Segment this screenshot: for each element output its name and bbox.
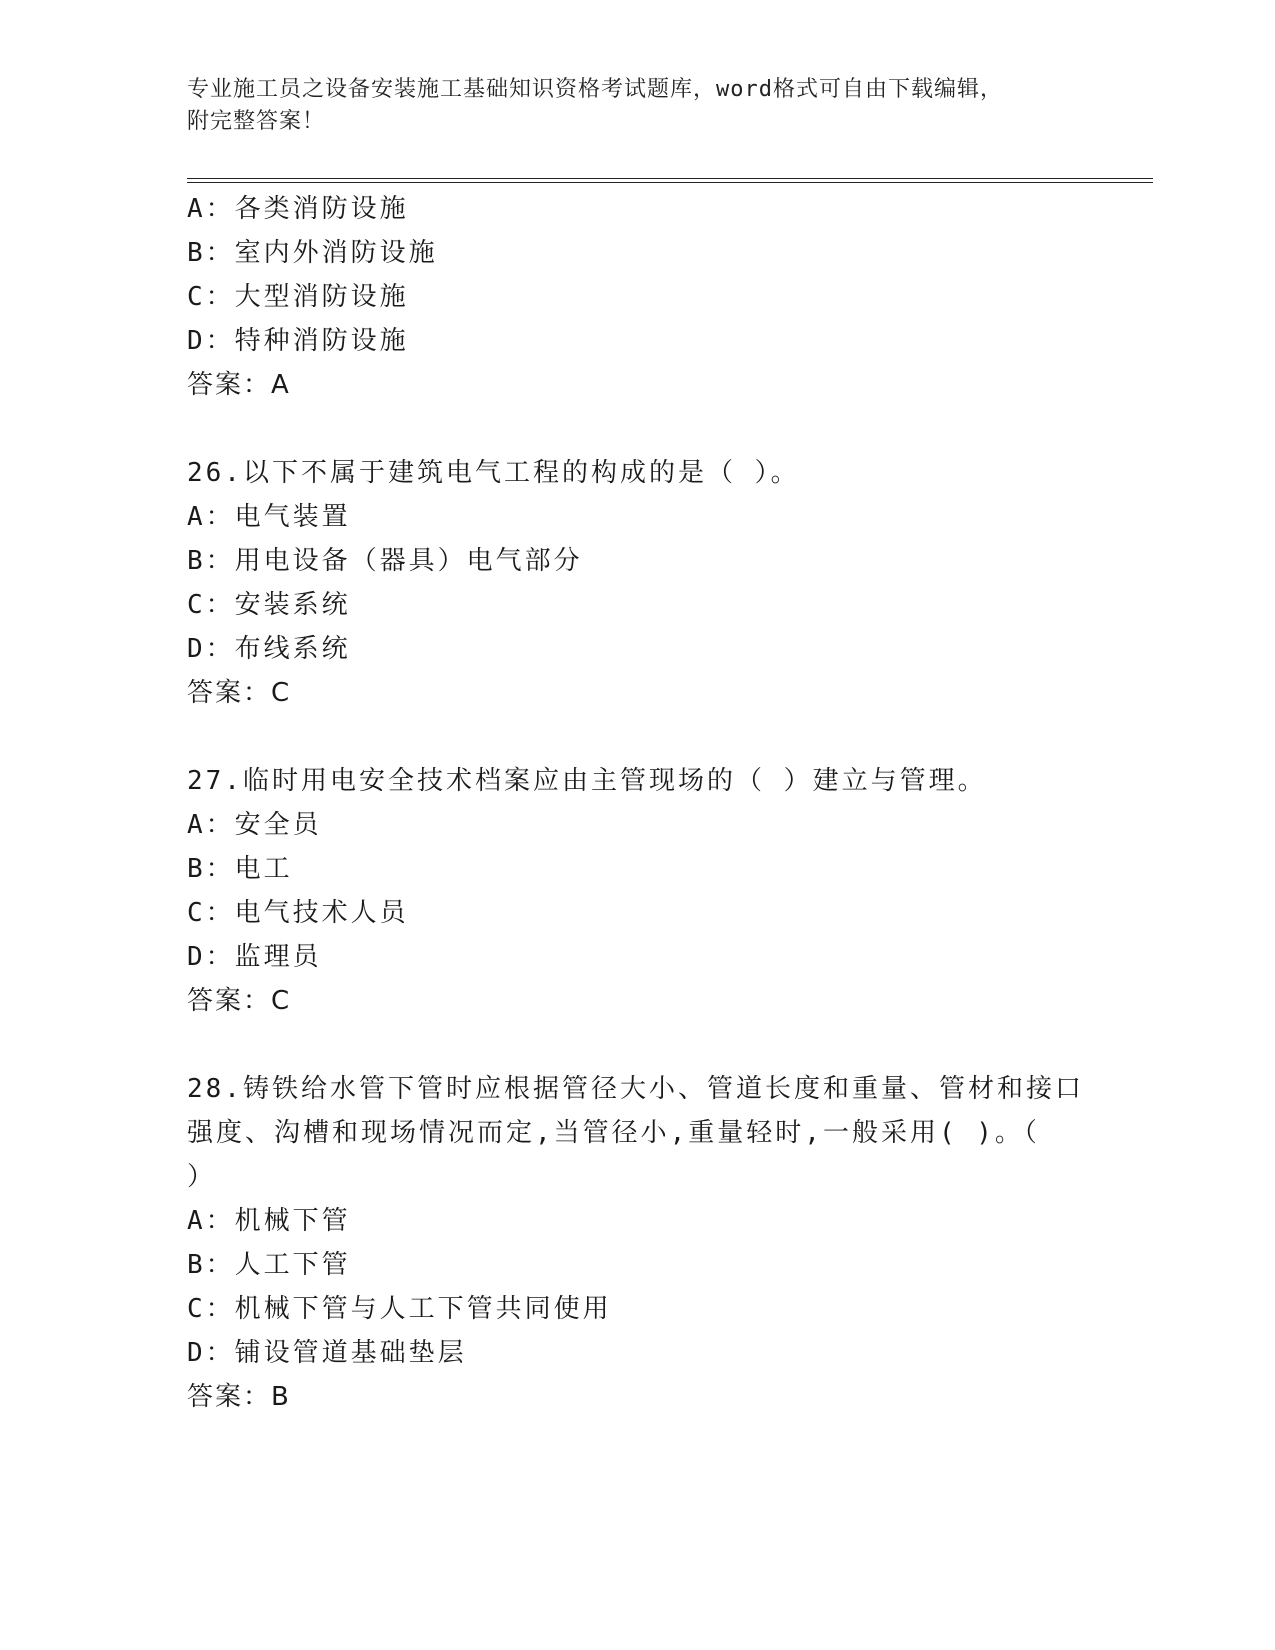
q27-option-d: D：监理员 (187, 942, 322, 972)
header-divider-top (187, 178, 1153, 179)
header-line-2: 附完整答案！ (187, 109, 326, 134)
q28-answer: 答案：B (187, 1382, 291, 1412)
q28-stem-line-2: 强度、沟槽和现场情况而定,当管径小,重量轻时,一般采用( )。（ (187, 1118, 1040, 1148)
q27-option-c: C：电气技术人员 (187, 898, 409, 928)
q28-stem-line-1: 28.铸铁给水管下管时应根据管径大小、管道长度和重量、管材和接口 (187, 1074, 1084, 1104)
q27-answer: 答案：C (187, 986, 292, 1016)
q26-option-a: A：电气装置 (187, 502, 351, 532)
q27-option-a: A：安全员 (187, 810, 322, 840)
q27-option-b: B：电工 (187, 854, 293, 884)
q28-option-c: C：机械下管与人工下管共同使用 (187, 1294, 612, 1324)
q27-stem: 27.临时用电安全技术档案应由主管现场的（ ）建立与管理。 (187, 766, 987, 796)
q25-option-d: D：特种消防设施 (187, 326, 409, 356)
q26-option-b: B：用电设备（器具）电气部分 (187, 546, 583, 576)
q25-answer: 答案：A (187, 370, 291, 400)
q25-option-a: A：各类消防设施 (187, 194, 409, 224)
q28-stem-line-3: ） (187, 1162, 217, 1192)
document-header (187, 74, 1067, 138)
q28-option-a: A：机械下管 (187, 1206, 351, 1236)
q26-option-d: D：布线系统 (187, 634, 351, 664)
q28-option-b: B：人工下管 (187, 1250, 351, 1280)
q26-stem: 26.以下不属于建筑电气工程的构成的是（ ）。 (187, 458, 800, 488)
q28-option-d: D：铺设管道基础垫层 (187, 1338, 467, 1368)
q26-answer: 答案：C (187, 678, 292, 708)
q25-option-c: C：大型消防设施 (187, 282, 409, 312)
header-divider-bottom (187, 182, 1153, 183)
q25-option-b: B：室内外消防设施 (187, 238, 438, 268)
q26-option-c: C：安装系统 (187, 590, 351, 620)
header-line-1: 专业施工员之设备安装施工基础知识资格考试题库，word格式可自由下载编辑， (187, 77, 1003, 102)
